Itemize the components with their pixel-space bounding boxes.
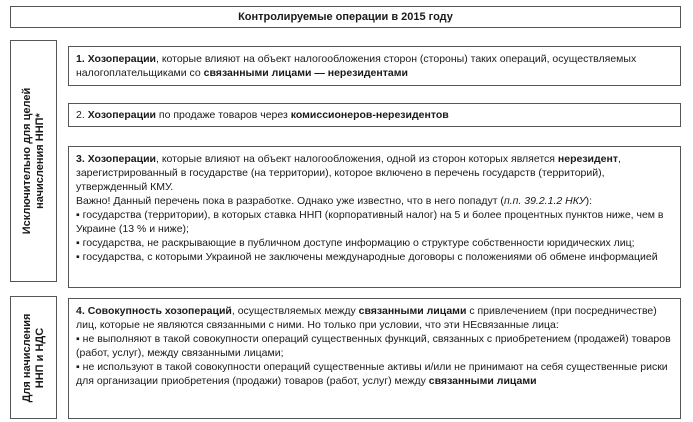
operation-4-box [68, 298, 681, 419]
list-item-text: ▪ не используют в такой совокупности операций существенные активы и/или не принимают на себя существенные риски для организации приобретения (продажи) товаров (работ, услуг) между [76, 361, 668, 387]
side-label-line: Для начисления [20, 313, 33, 402]
operation-1-box [68, 46, 681, 86]
term-related-nonresidents: связанными лицами — нерезидентами [203, 67, 408, 79]
term-hozoperacii: Хозоперации [87, 153, 156, 165]
side-label-nnp-vat [21, 313, 47, 402]
side-label-line: начисления ННП* [33, 113, 46, 209]
item-number: 1. [76, 53, 88, 65]
side-panel-nnp-vat [10, 296, 57, 419]
law-reference: п.п. 39.2.1.2 НКУ [503, 195, 586, 207]
operation-1-text: , которые влияют на объект налогообложения сторон (стороны) таких операций, осуществляемых налогоплательщиками со [76, 53, 637, 79]
list-item: ▪ не выполняют в такой совокупности операций существенных функций, связанных с приобретением (продажей) товаров (работ, услуг), между связанными лицами; [76, 333, 671, 359]
list-item: ▪ государства, не раскрывающие в публичном доступе информацию о структуре собственности юридических лиц; [76, 237, 635, 249]
operation-4-text-cont: с привлечением (при посредничестве) лиц, которые не являются связанными с ними. Но только при условии, что эти НЕсвязанные лица: [76, 305, 657, 331]
side-label-line: Исключительно для целей [20, 87, 33, 235]
page-title: Контролируемые операции в 2015 году [10, 6, 681, 28]
operation-3-text-cont: , зарегистрированный в государстве (на территории), которое включено в перечень государств (территорий), утвержденный КМУ. [76, 153, 621, 193]
item-number: 4. [76, 305, 88, 317]
operation-2-text: по продаже товаров через [156, 109, 291, 121]
side-label-line: ННП и НДС [33, 327, 46, 388]
side-panel-nnp-only [10, 40, 57, 282]
list-item: ▪ государства (территории), в которых ставка ННП (корпоративный налог) на 5 и более процентных пунктов ниже, чем в Украине (13 % и ниже); [76, 209, 664, 235]
important-note-end: ): [585, 195, 593, 207]
side-label-nnp-only [21, 88, 47, 235]
operation-3-box [68, 146, 681, 288]
term-related-persons: связанными лицами [428, 375, 537, 387]
term-commissioners-nonresidents: комиссионеров-нерезидентов [290, 109, 449, 121]
item-number: 2. [76, 109, 88, 121]
term-set-of-operations: Совокупность хозопераций [87, 305, 232, 317]
term-nonresident: нерезидент [557, 153, 618, 165]
operation-2-box [68, 103, 681, 127]
item-number: 3. [76, 153, 88, 165]
list-item [76, 360, 674, 388]
important-note: Важно! Данный перечень пока в разработке. Однако уже известно, что в него попадут ( [76, 195, 504, 207]
operation-4-text: , осуществляемых между [231, 305, 359, 317]
operation-3-text: , которые влияют на объект налогообложения, одной из сторон которых является [156, 153, 558, 165]
list-item: ▪ государства, с которыми Украиной не заключены международные договоры с положениями об обмене информацией [76, 251, 658, 263]
term-hozoperacii: Хозоперации [87, 53, 156, 65]
term-related-persons: связанными лицами [358, 305, 467, 317]
term-hozoperacii: Хозоперации [87, 109, 156, 121]
